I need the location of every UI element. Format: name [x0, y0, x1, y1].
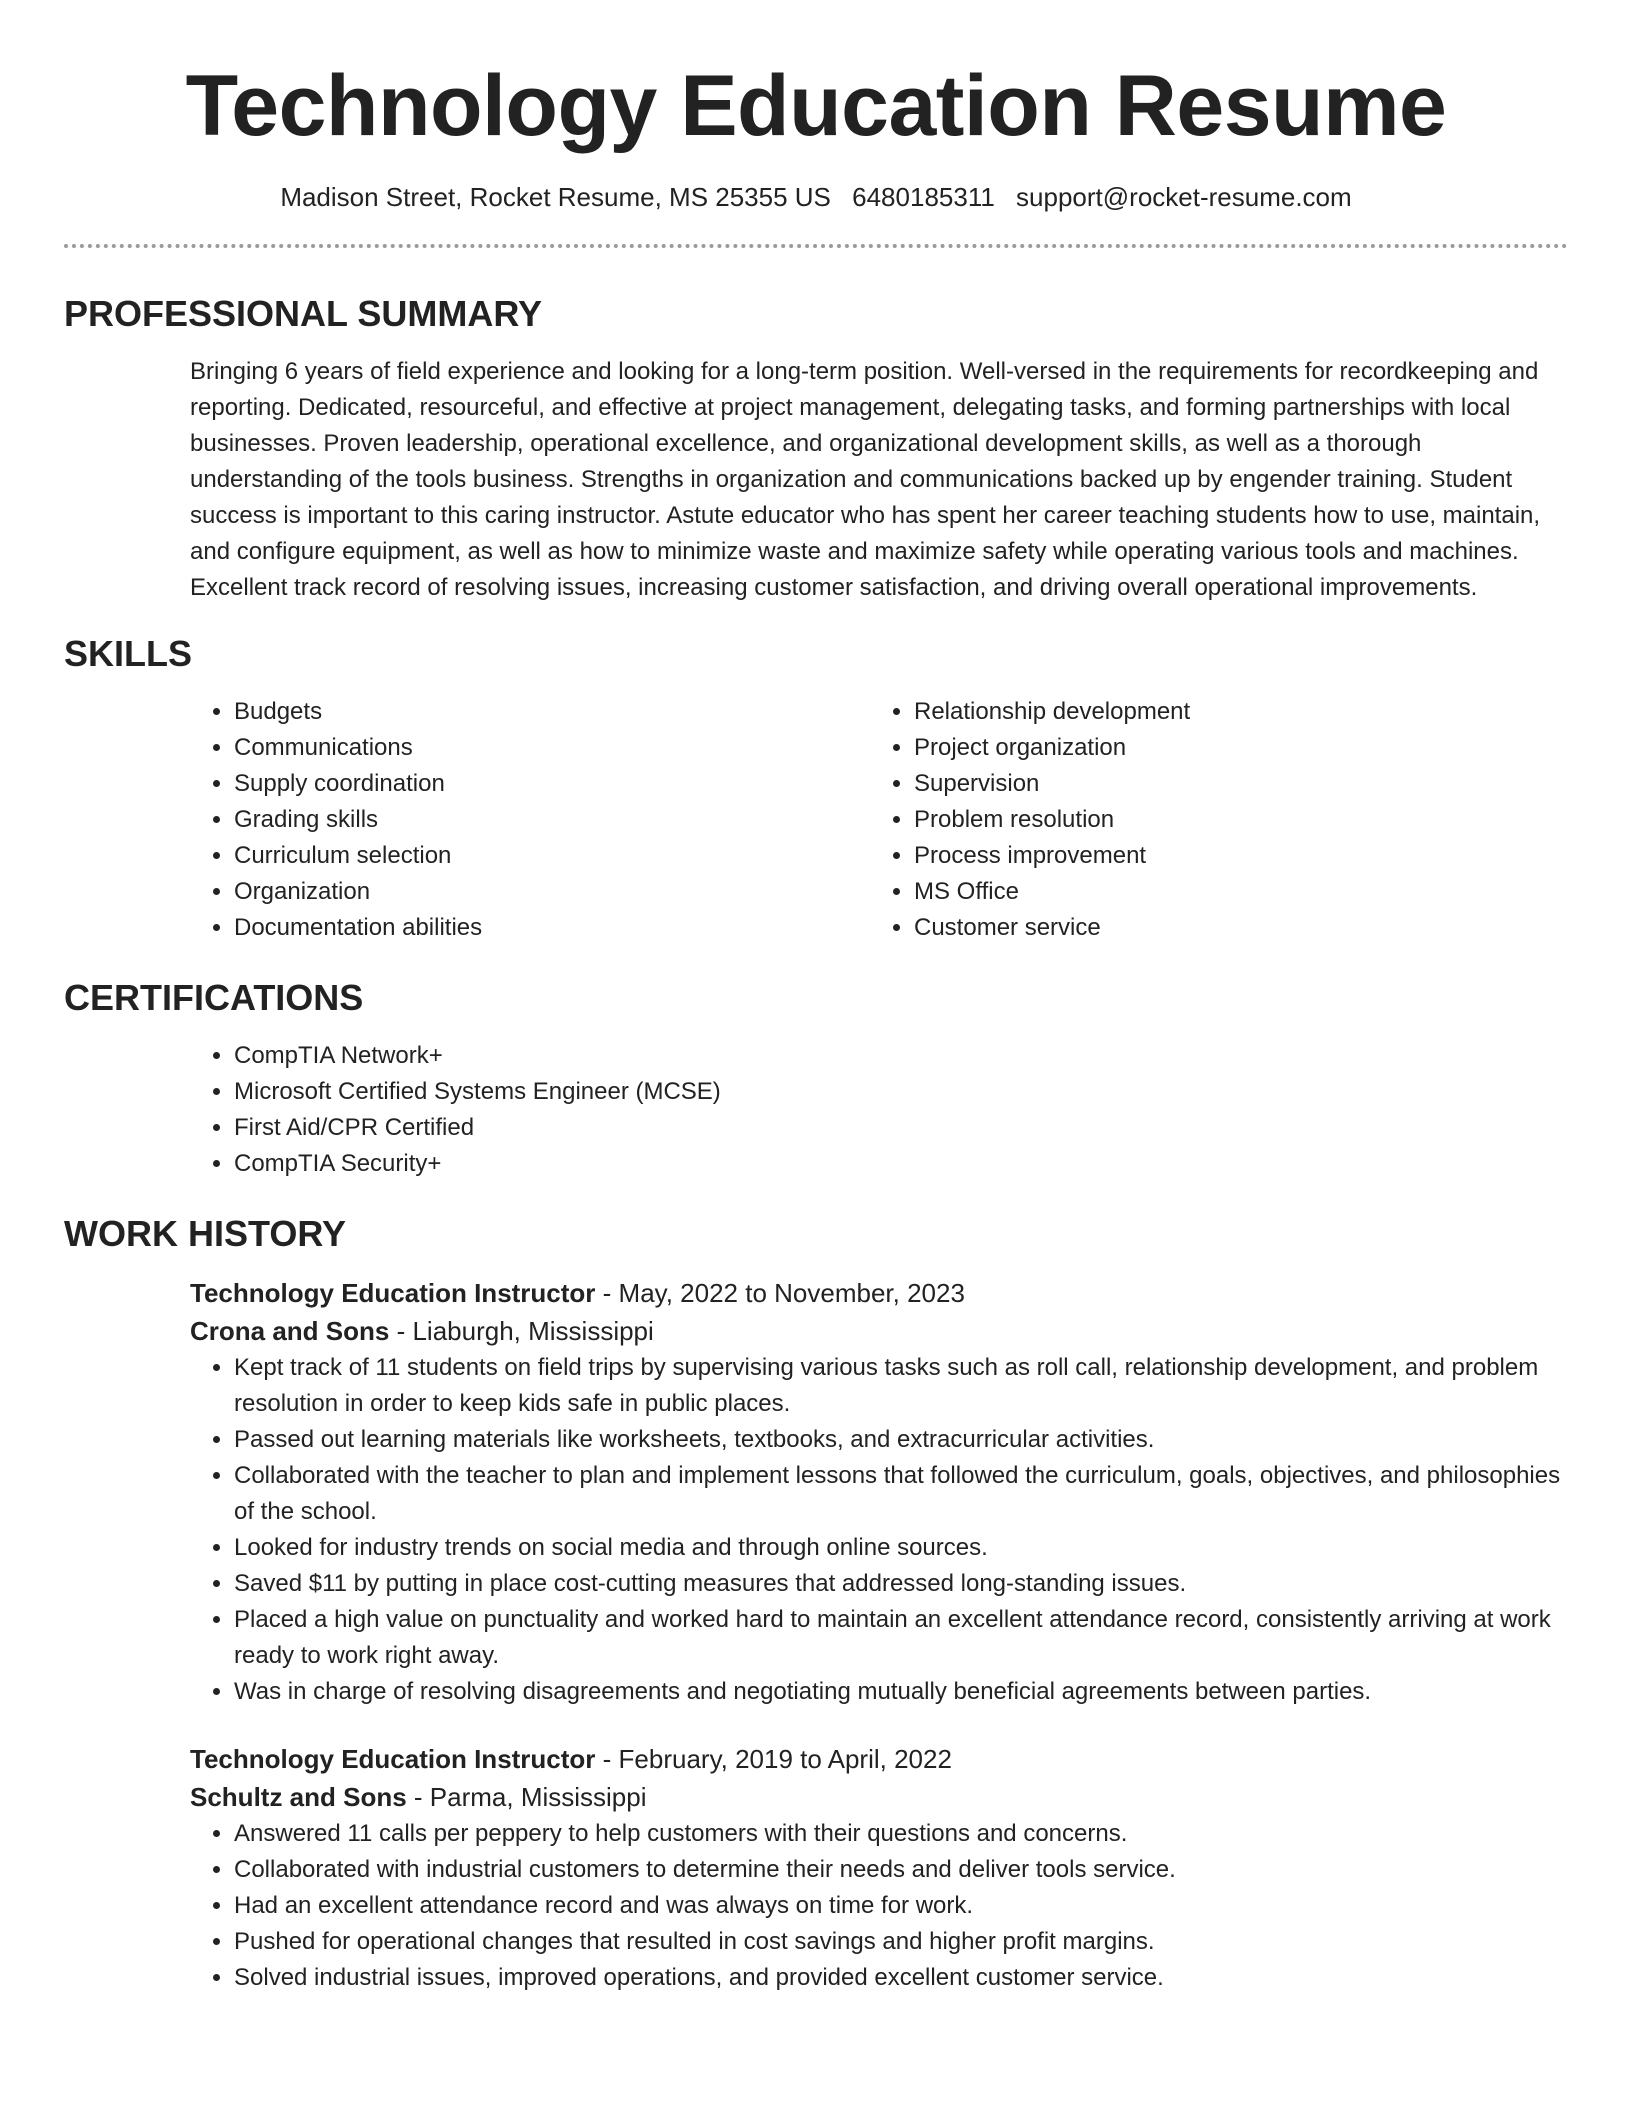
job-company-line [190, 1778, 1568, 1816]
job-bullet: • Looked for industry trends on social media and through online sources. [234, 1530, 1568, 1566]
skill-item: • Curriculum selection [234, 838, 870, 874]
skill-item: • Supervision [914, 766, 1550, 802]
job-title-line [190, 1274, 1568, 1312]
summary-heading: PROFESSIONAL SUMMARY [64, 293, 543, 334]
skill-item: • Customer service [914, 910, 1550, 946]
job-entry [190, 1740, 1568, 1996]
job-dates: - May, 2022 to November, 2023 [595, 1278, 965, 1308]
certifications-body [190, 1038, 1568, 1182]
job-entry [190, 1274, 1568, 1710]
resume-header [64, 56, 1568, 214]
job-location: - Liaburgh, Mississippi [389, 1316, 654, 1346]
skills-column-left [190, 694, 870, 946]
contact-email: support@rocket-resume.com [1016, 182, 1352, 212]
job-bullet: • Placed a high value on punctuality and worked hard to maintain an excellent attendance record, consistently arriving at work ready to work right away. [234, 1602, 1568, 1674]
skill-item: • Organization [234, 874, 870, 910]
skills-heading: SKILLS [64, 633, 193, 674]
certification-item: • First Aid/CPR Certified [234, 1110, 1568, 1146]
skills-column-right [870, 694, 1550, 946]
certification-item: • CompTIA Network+ [234, 1038, 1568, 1074]
job-role: Technology Education Instructor [190, 1278, 596, 1308]
skills-list-right [870, 694, 1550, 946]
job-bullet: • Pushed for operational changes that resulted in cost savings and higher profit margins. [234, 1924, 1568, 1960]
skill-item: • MS Office [914, 874, 1550, 910]
job-bullet: • Saved $11 by putting in place cost-cutting measures that addressed long-standing issues. [234, 1566, 1568, 1602]
job-bullet: • Kept track of 11 students on field trips by supervising various tasks such as roll call, relationship development, and problem resolution in order to keep kids safe in public places. [234, 1350, 1568, 1422]
skill-item: • Process improvement [914, 838, 1550, 874]
job-bullet: • Answered 11 calls per peppery to help customers with their questions and concerns. [234, 1816, 1568, 1852]
certifications-list [190, 1038, 1568, 1182]
skill-item: • Relationship development [914, 694, 1550, 730]
skills-list-left [190, 694, 870, 946]
certifications-heading: CERTIFICATIONS [64, 977, 364, 1018]
skill-item: • Documentation abilities [234, 910, 870, 946]
contact-line [64, 180, 1568, 214]
job-company: Schultz and Sons [190, 1782, 407, 1812]
job-role: Technology Education Instructor [190, 1744, 596, 1774]
certification-item: • CompTIA Security+ [234, 1146, 1568, 1182]
job-company-line [190, 1312, 1568, 1350]
job-bullet-list [190, 1816, 1568, 1996]
header-divider [64, 244, 1568, 248]
skill-item: • Grading skills [234, 802, 870, 838]
resume-title: Technology Education Resume [185, 58, 1447, 154]
job-bullet: • Had an excellent attendance record and was always on time for work. [234, 1888, 1568, 1924]
job-bullet: • Passed out learning materials like worksheets, textbooks, and extracurricular activities. [234, 1422, 1568, 1458]
contact-phone: 6480185311 [852, 182, 995, 212]
skills-grid [190, 694, 1568, 946]
job-location: - Parma, Mississippi [406, 1782, 647, 1812]
job-company: Crona and Sons [190, 1316, 390, 1346]
job-bullet: • Collaborated with the teacher to plan and implement lessons that followed the curriculum, goals, objectives, and philosophies of the school. [234, 1458, 1568, 1530]
job-bullet: • Solved industrial issues, improved operations, and provided excellent customer service. [234, 1960, 1568, 1996]
summary-text: Bringing 6 years of field experience and looking for a long-term position. Well-versed in the requirements for recordkeeping and reporting. Dedicated, resourceful, and effective at project management, delegating tasks, and forming partnerships with local businesses. Proven leadership, operational excellence, and organizational development skills, as well as a thorough understanding of the tools business. Strengths in organization and communications backed up by engender training. Student success is important to this caring instructor. Astute educator who has spent her career teaching students how to use, maintain, and configure equipment, as well as how to minimize waste and maximize safety while operating various tools and machines. Excellent track record of resolving issues, increasing customer satisfaction, and driving overall operational improvements. [190, 358, 1541, 601]
job-bullet-list [190, 1350, 1568, 1710]
job-bullet: • Was in charge of resolving disagreements and negotiating mutually beneficial agreements between parties. [234, 1674, 1568, 1710]
skill-item: • Supply coordination [234, 766, 870, 802]
work-history-heading: WORK HISTORY [64, 1213, 347, 1254]
job-dates: - February, 2019 to April, 2022 [595, 1744, 952, 1774]
contact-address: Madison Street, Rocket Resume, MS 25355 US [280, 182, 831, 212]
skill-item: • Communications [234, 730, 870, 766]
job-title-line [190, 1740, 1568, 1778]
skill-item: • Budgets [234, 694, 870, 730]
skill-item: • Project organization [914, 730, 1550, 766]
job-bullet: • Collaborated with industrial customers to determine their needs and deliver tools service. [234, 1852, 1568, 1888]
skill-item: • Problem resolution [914, 802, 1550, 838]
certification-item: • Microsoft Certified Systems Engineer (MCSE) [234, 1074, 1568, 1110]
